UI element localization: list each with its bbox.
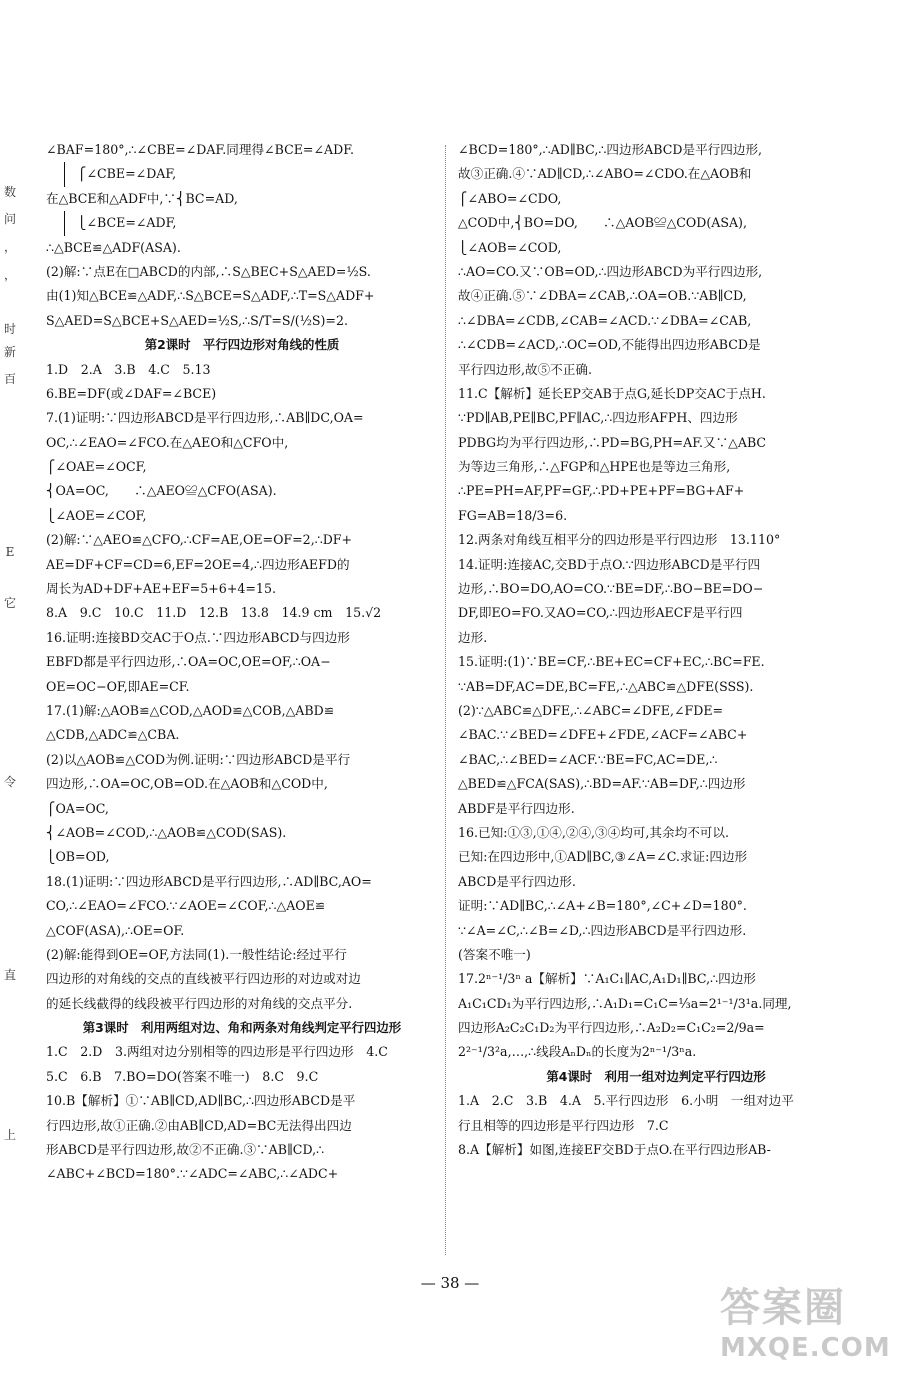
answer-line: ABCD是平行四边形. (458, 873, 576, 889)
answer-line: ⎩OB=OD, (46, 849, 110, 865)
answer-line: 行且相等的四边形是平行四边形 7.C (458, 1117, 669, 1133)
answer-line: (2)∵△ABC≌△DFE,∴∠ABC=∠DFE,∠FDE= (458, 702, 724, 718)
answer-line: 证明:∵AD∥BC,∴∠A+∠B=180°,∠C+∠D=180°. (458, 898, 747, 914)
answer-line: ∴AO=CO.又∵OB=OD,∴四边形ABCD为平行四边形, (458, 263, 763, 279)
answer-line: 行四边形,故①正确.②由AB∥CD,AD=BC无法得出四边 (46, 1117, 352, 1133)
answer-line: ∠BAF=180°,∴∠CBE=∠DAF.同理得∠BCE=∠ADF. (46, 142, 354, 157)
answer-line: ⎨∠AOB=∠COD,∴△AOB≌△COD(SAS). (46, 824, 287, 840)
answer-line: 形ABCD是平行四边形,故②不正确.③∵AB∥CD,∴ (46, 1142, 325, 1158)
answer-line: FG=AB=18/3=6. (458, 507, 568, 523)
answer-line: ∵PD∥AB,PE∥BC,PF∥AC,∴四边形AFPH、四边形 (458, 410, 738, 426)
answer-line: 边形. (458, 629, 488, 645)
answer-line: 5.C 6.B 7.BO=DO(答案不唯一) 8.C 9.C (46, 1068, 319, 1084)
answer-line: ⎨OA=OC, ∴△AEO≌△CFO(ASA). (46, 483, 277, 499)
answer-line: 1.D 2.A 3.B 4.C 5.13 (46, 361, 211, 377)
answer-line: 故③正确.④∵AD∥CD,∴∠ABO=∠CDO.在△AOB和 (458, 166, 752, 182)
edge-mark: E (5, 545, 15, 559)
answer-line: 在△BCE和△ADF中,∵⎨BC=AD, (46, 190, 238, 206)
answer-line: ⎧∠OAE=∠OCF, (46, 459, 147, 475)
answer-line: ∴∠CDB=∠ACD,∴OC=OD,不能得出四边形ABCD是 (458, 337, 761, 353)
answer-line: 由(1)知△BCE≌△ADF,∴S△BCE=S△ADF,∴T=S△ADF+ (46, 288, 375, 304)
answer-line: 1.A 2.C 3.B 4.A 5.平行四边形 6.小明 一组对边平 (458, 1093, 794, 1109)
answer-line: ⎧∠CBE=∠DAF, (64, 162, 438, 186)
answer-line: OC,∴∠EAO=∠FCO.在△AEO和△CFO中, (46, 434, 289, 450)
answer-line: A₁C₁CD₁为平行四边形,∴A₁D₁=C₁C=⅓a=2¹⁻¹/3¹a.同理, (458, 995, 792, 1011)
edge-mark: 直 (3, 968, 16, 982)
answer-line: △COF(ASA),∴OE=OF. (46, 922, 185, 938)
answer-line: OE=OC−OF,即AE=CF. (46, 678, 190, 694)
answer-line: 为等边三角形,∴△FGP和△HPE也是等边三角形, (458, 459, 731, 475)
answer-line: CO,∴∠EAO=∠FCO.∵∠AOE=∠COF,∴△AOE≌ (46, 898, 326, 914)
watermark-line1: 答案圈 (720, 1285, 846, 1331)
edge-mark: 数 (3, 185, 16, 199)
right-column (458, 138, 854, 1162)
edge-mark: 问 (3, 212, 16, 226)
answer-line: ∴∠DBA=∠CDB,∠CAB=∠ACD.∵∠DBA=∠CAB, (458, 312, 752, 328)
answer-line: 平行四边形,故⑤不正确. (458, 361, 592, 377)
edge-mark: 上 (3, 1128, 16, 1142)
answer-line: 故④正确.⑤∵∠DBA=∠CAB,∴OA=OB.∵AB∥CD, (458, 288, 747, 304)
edge-mark: ， (3, 240, 16, 254)
answer-line: ⎩∠AOB=∠COD, (458, 239, 562, 255)
page-number: — 38 — (420, 1274, 480, 1292)
answer-line: 11.C【解析】延长EP交AB于点G,延长DP交AC于点H. (458, 385, 766, 401)
answer-line: 14.证明:连接AC,交BD于点O.∵四边形ABCD是平行四 (458, 556, 761, 572)
answer-line: ⎧OA=OC, (46, 800, 109, 816)
left-column (46, 138, 438, 1187)
answer-line: (2)解:能得到OE=OF,方法同(1).一般性结论:经过平行 (46, 946, 347, 962)
answer-line: 12.两条对角线互相平分的四边形是平行四边形 13.110° (458, 532, 781, 548)
section-heading: 第2课时 平行四边形对角线的性质 (144, 337, 340, 353)
answer-line: DF,即EO=FO.又AO=CO,∴四边形AECF是平行四 (458, 605, 743, 621)
answer-line: ⎩∠BCE=∠ADF, (64, 211, 438, 235)
answer-line: ⎧∠ABO=∠CDO, (458, 190, 562, 206)
answer-line: ∠BCD=180°,∴AD∥BC,∴四边形ABCD是平行四边形, (458, 142, 763, 157)
answer-line: 边形,∴BO=DO,AO=CO.∵BE=DF,∴BO−BE=DO− (458, 581, 764, 597)
edge-mark: ， (3, 268, 16, 282)
answer-line: 10.B【解析】①∵AB∥CD,AD∥BC,∴四边形ABCD是平 (46, 1093, 356, 1109)
answer-line: 6.BE=DF(或∠DAF=∠BCE) (46, 385, 217, 401)
answer-line: 2²⁻¹/3²a,…,∴线段AₙDₙ的长度为2ⁿ⁻¹/3ⁿa. (458, 1044, 697, 1060)
answer-line: (2)解:∵点E在□ABCD的内部,∴S△BEC+S△AED=½S. (46, 263, 371, 279)
answer-line: 四边形A₂C₂C₁D₂为平行四边形,∴A₂D₂=C₁C₂=2/9a= (458, 1020, 765, 1036)
answer-line: ∠BAC,∴∠BED=∠ACF.∵BE=FC,AC=DE,∴ (458, 751, 718, 767)
answer-line: 8.A 9.C 10.C 11.D 12.B 13.8 14.9 cm 15.√2 (46, 605, 382, 621)
answer-line: ∠ABC+∠BCD=180°.∵∠ADC=∠ABC,∴∠ADC+ (46, 1166, 339, 1182)
answer-line: 7.(1)证明:∵四边形ABCD是平行四边形,∴AB∥DC,OA= (46, 410, 364, 426)
answer-line: ⎩∠AOE=∠COF, (46, 507, 147, 523)
answer-line: S△AED=S△BCE+S△AED=½S,∴S/T=S/(½S)=2. (46, 312, 349, 328)
answer-line: 四边形,∴OA=OC,OB=OD.在△AOB和△COD中, (46, 776, 328, 792)
answer-line: 16.证明:连接BD交AC于O点.∵四边形ABCD与四边形 (46, 629, 350, 645)
answer-line: ∵AB=DF,AC=DE,BC=FE,∴△ABC≌△DFE(SSS). (458, 678, 754, 694)
answer-line: 四边形的对角线的交点的直线被平行四边形的对边或对边 (46, 971, 361, 987)
answer-line: EBFD都是平行四边形,∴OA=OC,OE=OF,∴OA− (46, 654, 331, 670)
answer-line: △COD中,⎨BO=DO, ∴△AOB≌△COD(ASA), (458, 215, 747, 231)
answer-line: (2)以△AOB≌△COD为例.证明:∵四边形ABCD是平行 (46, 751, 351, 767)
answer-line: ∵∠A=∠C,∴∠B=∠D,∴四边形ABCD是平行四边形. (458, 922, 747, 938)
answer-line: △CDB,△ADC≌△CBA. (46, 727, 180, 743)
edge-mark: 百 (3, 372, 16, 386)
answer-line: ∴PE=PH=AF,PF=GF,∴PD+PE+PF=BG+AF+ (458, 483, 745, 499)
answer-line: 16.已知:①③,①④,②④,③④均可,其余均不可以. (458, 824, 729, 840)
answer-line: (答案不唯一) (458, 946, 531, 962)
answer-line: (2)解:∵△AEO≌△CFO,∴CF=AE,OE=OF=2,∴DF+ (46, 532, 353, 548)
answer-line: 18.(1)证明:∵四边形ABCD是平行四边形,∴AD∥BC,AO= (46, 873, 372, 889)
answer-line: △BED≌△FCA(SAS),∴BD=AF.∵AB=DF,∴四边形 (458, 776, 746, 792)
answer-line: ∠BAC.∵∠BED=∠DFE+∠FDE,∠ACF=∠ABC+ (458, 727, 748, 743)
answer-line: 8.A【解析】如图,连接EF交BD于点O.在平行四边形AB- (458, 1142, 771, 1158)
answer-line: 1.C 2.D 3.两组对边分别相等的四边形是平行四边形 4.C (46, 1044, 388, 1060)
answer-line: PDBG均为平行四边形,∴PD=BG,PH=AF.又∵△ABC (458, 434, 767, 450)
edge-mark: 令 (3, 775, 16, 789)
edge-mark: 它 (3, 596, 16, 610)
edge-mark: 时 (3, 322, 16, 336)
edge-mark: 新 (3, 345, 16, 359)
answer-line: 周长为AD+DF+AE+EF=5+6+4=15. (46, 581, 276, 597)
column-divider (445, 145, 446, 1255)
answer-line: 15.证明:(1)∵BE=CF,∴BE+EC=CF+EC,∴BC=FE. (458, 654, 765, 670)
answer-line: ABDF是平行四边形. (458, 800, 575, 816)
answer-line: 已知:在四边形中,①AD∥BC,③∠A=∠C.求证:四边形 (458, 849, 748, 865)
watermark-line2: MXQE.COM (720, 1333, 891, 1363)
section-heading: 第4课时 利用一组对边判定平行四边形 (546, 1068, 766, 1084)
answer-line: AE=DF+CF=CD=6,EF=2OE=4,∴四边形AEFD的 (46, 556, 350, 572)
section-heading: 第3课时 利用两组对边、角和两条对角线判定平行四边形 (82, 1020, 402, 1036)
answer-line: 17.2ⁿ⁻¹/3ⁿ a【解析】∵A₁C₁∥AC,A₁D₁∥BC,∴四边形 (458, 971, 756, 987)
answer-line: 的延长线截得的线段被平行四边形的对角线的交点平分. (46, 995, 353, 1011)
watermark-logo (720, 1276, 890, 1386)
answer-line: ∴△BCE≌△ADF(ASA). (46, 239, 181, 255)
answer-line: 17.(1)解:△AOB≌△COD,△AOD≌△COB,△ABD≌ (46, 702, 335, 718)
